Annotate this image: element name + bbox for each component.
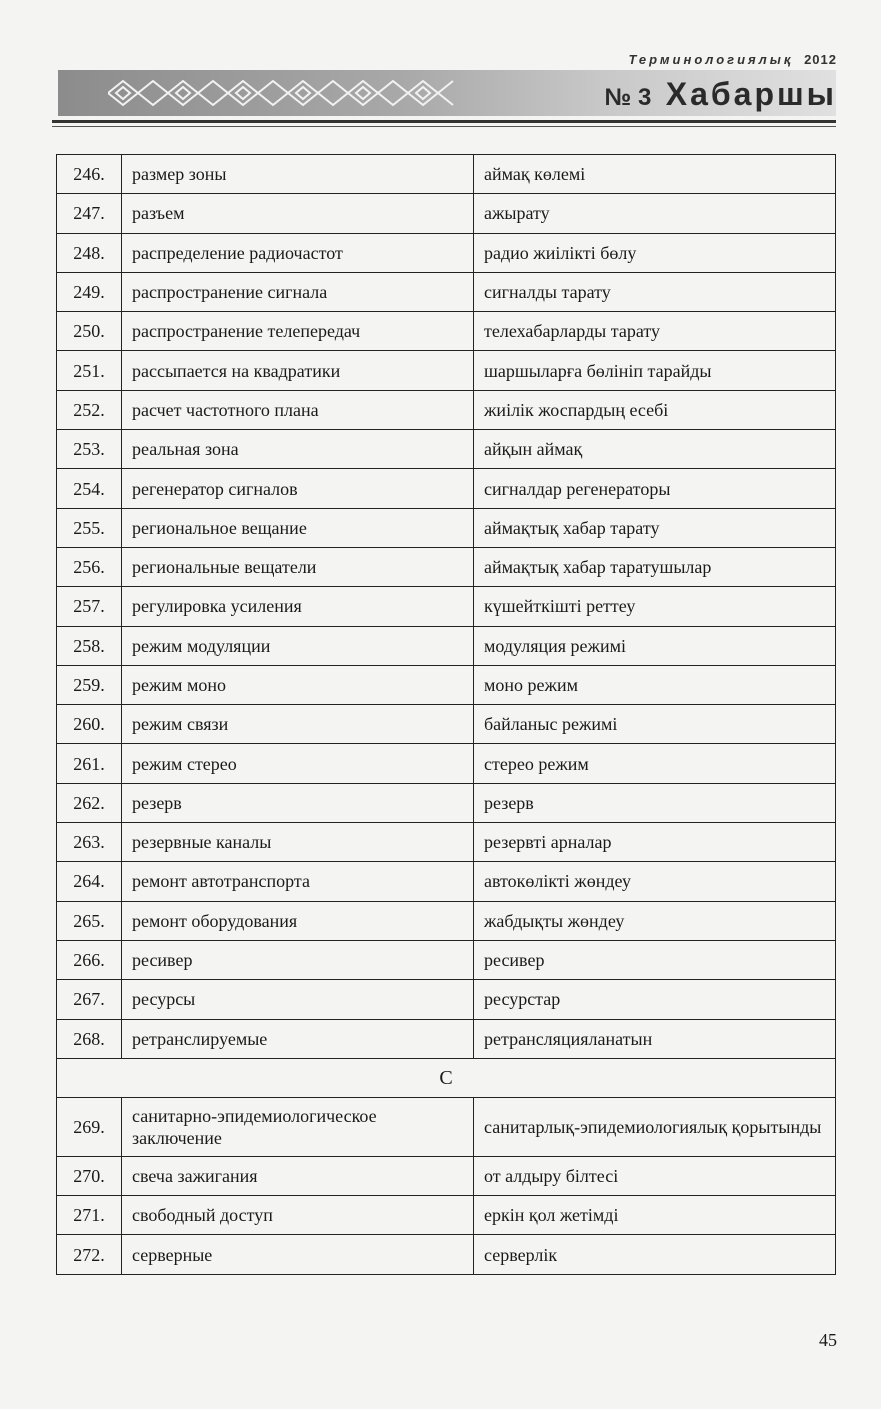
issue-number: № 3 bbox=[604, 84, 652, 111]
kazakh-term: ажырату bbox=[474, 194, 836, 233]
table-row bbox=[57, 901, 836, 940]
term-number: 252. bbox=[57, 390, 122, 429]
kazakh-term: автокөлікті жөндеу bbox=[474, 862, 836, 901]
kazakh-term: моно режим bbox=[474, 665, 836, 704]
term-number: 262. bbox=[57, 783, 122, 822]
table-row bbox=[57, 1235, 836, 1274]
kazakh-term: аймақтық хабар таратушылар bbox=[474, 547, 836, 586]
kazakh-term: сигналды тарату bbox=[474, 272, 836, 311]
term-number: 258. bbox=[57, 626, 122, 665]
ornament-pattern bbox=[108, 78, 458, 108]
kazakh-term: ретрансляцияланатын bbox=[474, 1019, 836, 1058]
kazakh-term: ресурстар bbox=[474, 980, 836, 1019]
term-number: 251. bbox=[57, 351, 122, 390]
kazakh-term: ресивер bbox=[474, 940, 836, 979]
term-number: 266. bbox=[57, 940, 122, 979]
kazakh-term: аймақ көлемі bbox=[474, 155, 836, 194]
kazakh-term: серверлік bbox=[474, 1235, 836, 1274]
russian-term: режим стерео bbox=[122, 744, 474, 783]
term-number: 271. bbox=[57, 1196, 122, 1235]
section-letter: С bbox=[57, 1058, 836, 1097]
kazakh-term: айқын аймақ bbox=[474, 430, 836, 469]
term-number: 260. bbox=[57, 705, 122, 744]
table-row bbox=[57, 508, 836, 547]
term-number: 267. bbox=[57, 980, 122, 1019]
table-row bbox=[57, 155, 836, 194]
terms-table bbox=[56, 154, 836, 1275]
journal-name: Терминологиялық bbox=[628, 52, 794, 67]
kazakh-term: санитарлық-эпидемиологиялық қорытынды bbox=[474, 1097, 836, 1156]
table-row bbox=[57, 547, 836, 586]
russian-term: распространение сигнала bbox=[122, 272, 474, 311]
russian-term: ресивер bbox=[122, 940, 474, 979]
russian-term: ремонт оборудования bbox=[122, 901, 474, 940]
term-number: 246. bbox=[57, 155, 122, 194]
russian-term: резервные каналы bbox=[122, 823, 474, 862]
kazakh-term: стерео режим bbox=[474, 744, 836, 783]
term-number: 250. bbox=[57, 312, 122, 351]
term-number: 253. bbox=[57, 430, 122, 469]
table-row bbox=[57, 272, 836, 311]
table-row bbox=[57, 1156, 836, 1195]
header-rule bbox=[52, 120, 836, 123]
table-row bbox=[57, 312, 836, 351]
term-number: 272. bbox=[57, 1235, 122, 1274]
russian-term: разъем bbox=[122, 194, 474, 233]
table-row bbox=[57, 705, 836, 744]
table-row bbox=[57, 626, 836, 665]
russian-term: регулировка усиления bbox=[122, 587, 474, 626]
term-number: 255. bbox=[57, 508, 122, 547]
russian-term: резерв bbox=[122, 783, 474, 822]
term-number: 247. bbox=[57, 194, 122, 233]
header-rule-thin bbox=[52, 126, 836, 127]
term-number: 256. bbox=[57, 547, 122, 586]
term-number: 249. bbox=[57, 272, 122, 311]
term-number: 264. bbox=[57, 862, 122, 901]
table-row bbox=[57, 940, 836, 979]
table-row bbox=[57, 469, 836, 508]
russian-term: серверные bbox=[122, 1235, 474, 1274]
table-row bbox=[57, 823, 836, 862]
russian-term: санитарно-эпидемиологическое заключение bbox=[122, 1097, 474, 1156]
term-number: 259. bbox=[57, 665, 122, 704]
russian-term: свеча зажигания bbox=[122, 1156, 474, 1195]
russian-term: размер зоны bbox=[122, 155, 474, 194]
kazakh-term: модуляция режимі bbox=[474, 626, 836, 665]
russian-term: расчет частотного плана bbox=[122, 390, 474, 429]
section-row bbox=[57, 1058, 836, 1097]
journal-title bbox=[628, 52, 837, 67]
term-number: 265. bbox=[57, 901, 122, 940]
table-row bbox=[57, 430, 836, 469]
kazakh-term: аймақтық хабар тарату bbox=[474, 508, 836, 547]
term-number: 257. bbox=[57, 587, 122, 626]
kazakh-term: күшейткішті реттеу bbox=[474, 587, 836, 626]
term-number: 270. bbox=[57, 1156, 122, 1195]
kazakh-term: от алдыру білтесі bbox=[474, 1156, 836, 1195]
table-row bbox=[57, 233, 836, 272]
kazakh-term: байланыс режимі bbox=[474, 705, 836, 744]
russian-term: реальная зона bbox=[122, 430, 474, 469]
table-row bbox=[57, 862, 836, 901]
russian-term: региональные вещатели bbox=[122, 547, 474, 586]
kazakh-term: шаршыларға бөлініп тарайды bbox=[474, 351, 836, 390]
russian-term: распределение радиочастот bbox=[122, 233, 474, 272]
table-row bbox=[57, 744, 836, 783]
russian-term: регенератор сигналов bbox=[122, 469, 474, 508]
kazakh-term: жиілік жоспардың есебі bbox=[474, 390, 836, 429]
table-row bbox=[57, 1097, 836, 1156]
russian-term: распространение телепередач bbox=[122, 312, 474, 351]
table-row bbox=[57, 980, 836, 1019]
kazakh-term: резервті арналар bbox=[474, 823, 836, 862]
russian-term: региональное вещание bbox=[122, 508, 474, 547]
table-row bbox=[57, 783, 836, 822]
russian-term: ремонт автотранспорта bbox=[122, 862, 474, 901]
table-row bbox=[57, 194, 836, 233]
russian-term: режим связи bbox=[122, 705, 474, 744]
term-number: 261. bbox=[57, 744, 122, 783]
term-number: 254. bbox=[57, 469, 122, 508]
kazakh-term: еркін қол жетімді bbox=[474, 1196, 836, 1235]
russian-term: ресурсы bbox=[122, 980, 474, 1019]
kazakh-term: резерв bbox=[474, 783, 836, 822]
table-row bbox=[57, 351, 836, 390]
table-row bbox=[57, 587, 836, 626]
kazakh-term: сигналдар регенераторы bbox=[474, 469, 836, 508]
kazakh-term: жабдықты жөндеу bbox=[474, 901, 836, 940]
journal-short-name: Хабаршы bbox=[665, 76, 837, 112]
russian-term: ретранслируемые bbox=[122, 1019, 474, 1058]
term-number: 263. bbox=[57, 823, 122, 862]
term-number: 269. bbox=[57, 1097, 122, 1156]
russian-term: свободный доступ bbox=[122, 1196, 474, 1235]
table-row bbox=[57, 665, 836, 704]
term-number: 268. bbox=[57, 1019, 122, 1058]
russian-term: рассыпается на квадратики bbox=[122, 351, 474, 390]
page-number: 45 bbox=[819, 1330, 837, 1350]
kazakh-term: радио жиілікті бөлу bbox=[474, 233, 836, 272]
kazakh-term: телехабарларды тарату bbox=[474, 312, 836, 351]
russian-term: режим модуляции bbox=[122, 626, 474, 665]
table-row bbox=[57, 1019, 836, 1058]
russian-term: режим моно bbox=[122, 665, 474, 704]
term-number: 248. bbox=[57, 233, 122, 272]
table-row bbox=[57, 390, 836, 429]
journal-year: 2012 bbox=[804, 52, 837, 67]
issue-title bbox=[605, 76, 837, 113]
table-row bbox=[57, 1196, 836, 1235]
